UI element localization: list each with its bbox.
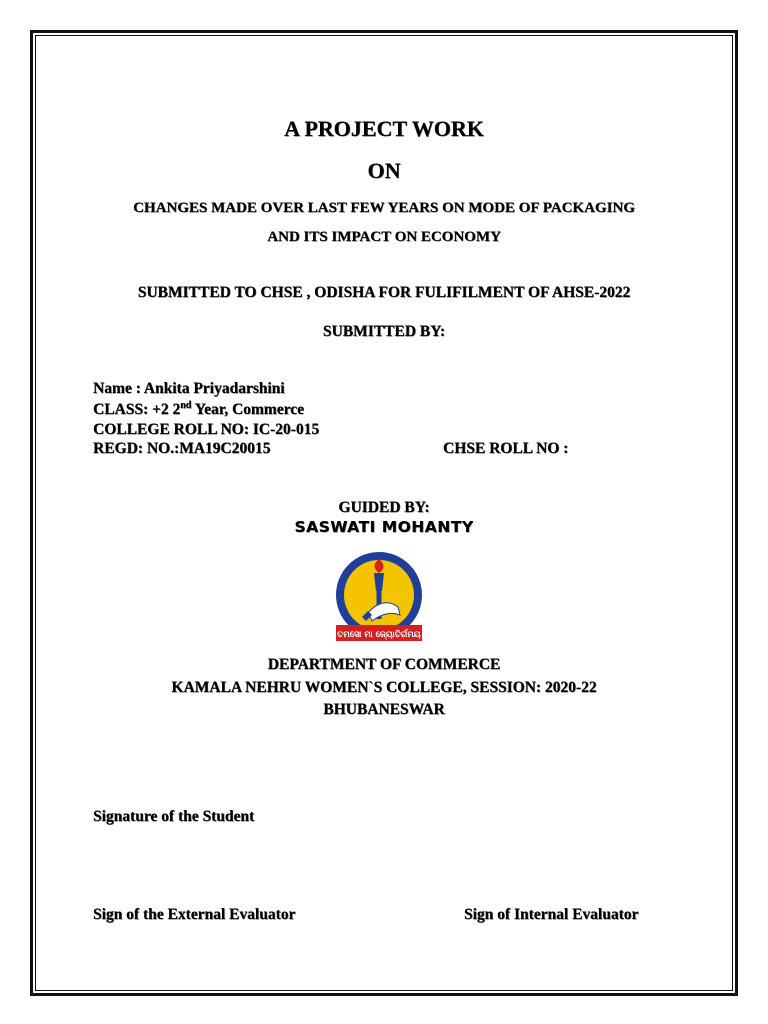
class-superscript: nd: [180, 399, 192, 411]
topic-line-1: CHANGES MADE OVER LAST FEW YEARS ON MODE OF PACKAGING: [133, 200, 635, 216]
department: DEPARTMENT OF COMMERCE: [267, 656, 501, 673]
topic-line-2: AND ITS IMPACT ON ECONOMY: [267, 229, 501, 245]
student-signature-label: Signature of the Student: [93, 808, 255, 825]
submitted-by-label: SUBMITTED BY:: [322, 323, 446, 340]
guided-by-label: GUIDED BY:: [338, 499, 430, 516]
external-evaluator-signature-label: Sign of the External Evaluator: [93, 906, 296, 923]
regd-number: REGD: NO.:MA19C20015: [93, 440, 271, 457]
student-name: Name : Ankita Priyadarshini: [93, 380, 285, 397]
class-suffix: Year, Commerce: [191, 401, 304, 418]
college-logo-emblem: [332, 551, 426, 645]
college-logo: [332, 551, 426, 645]
guide-name: SASWATI MOHANTY: [294, 518, 474, 536]
class-prefix: CLASS: +2 2: [93, 401, 181, 418]
city: BHUBANESWAR: [323, 701, 445, 718]
college-roll-number: COLLEGE ROLL NO: IC-20-015: [93, 421, 320, 438]
submitted-to: SUBMITTED TO CHSE , ODISHA FOR FULIFILMENT OF AHSE-2022: [137, 284, 631, 301]
chse-roll-number: CHSE ROLL NO :: [443, 440, 569, 457]
logo-motto: ତମସୋ ମା ଜ୍ୟୋତିର୍ଗମୟ: [337, 630, 421, 640]
internal-evaluator-signature-label: Sign of Internal Evaluator: [464, 906, 639, 923]
document-title: A PROJECT WORK: [284, 116, 484, 141]
title-on: ON: [367, 158, 401, 183]
student-class: [93, 401, 304, 419]
college-name: KAMALA NEHRU WOMEN`S COLLEGE, SESSION: 2020-22: [171, 679, 597, 696]
